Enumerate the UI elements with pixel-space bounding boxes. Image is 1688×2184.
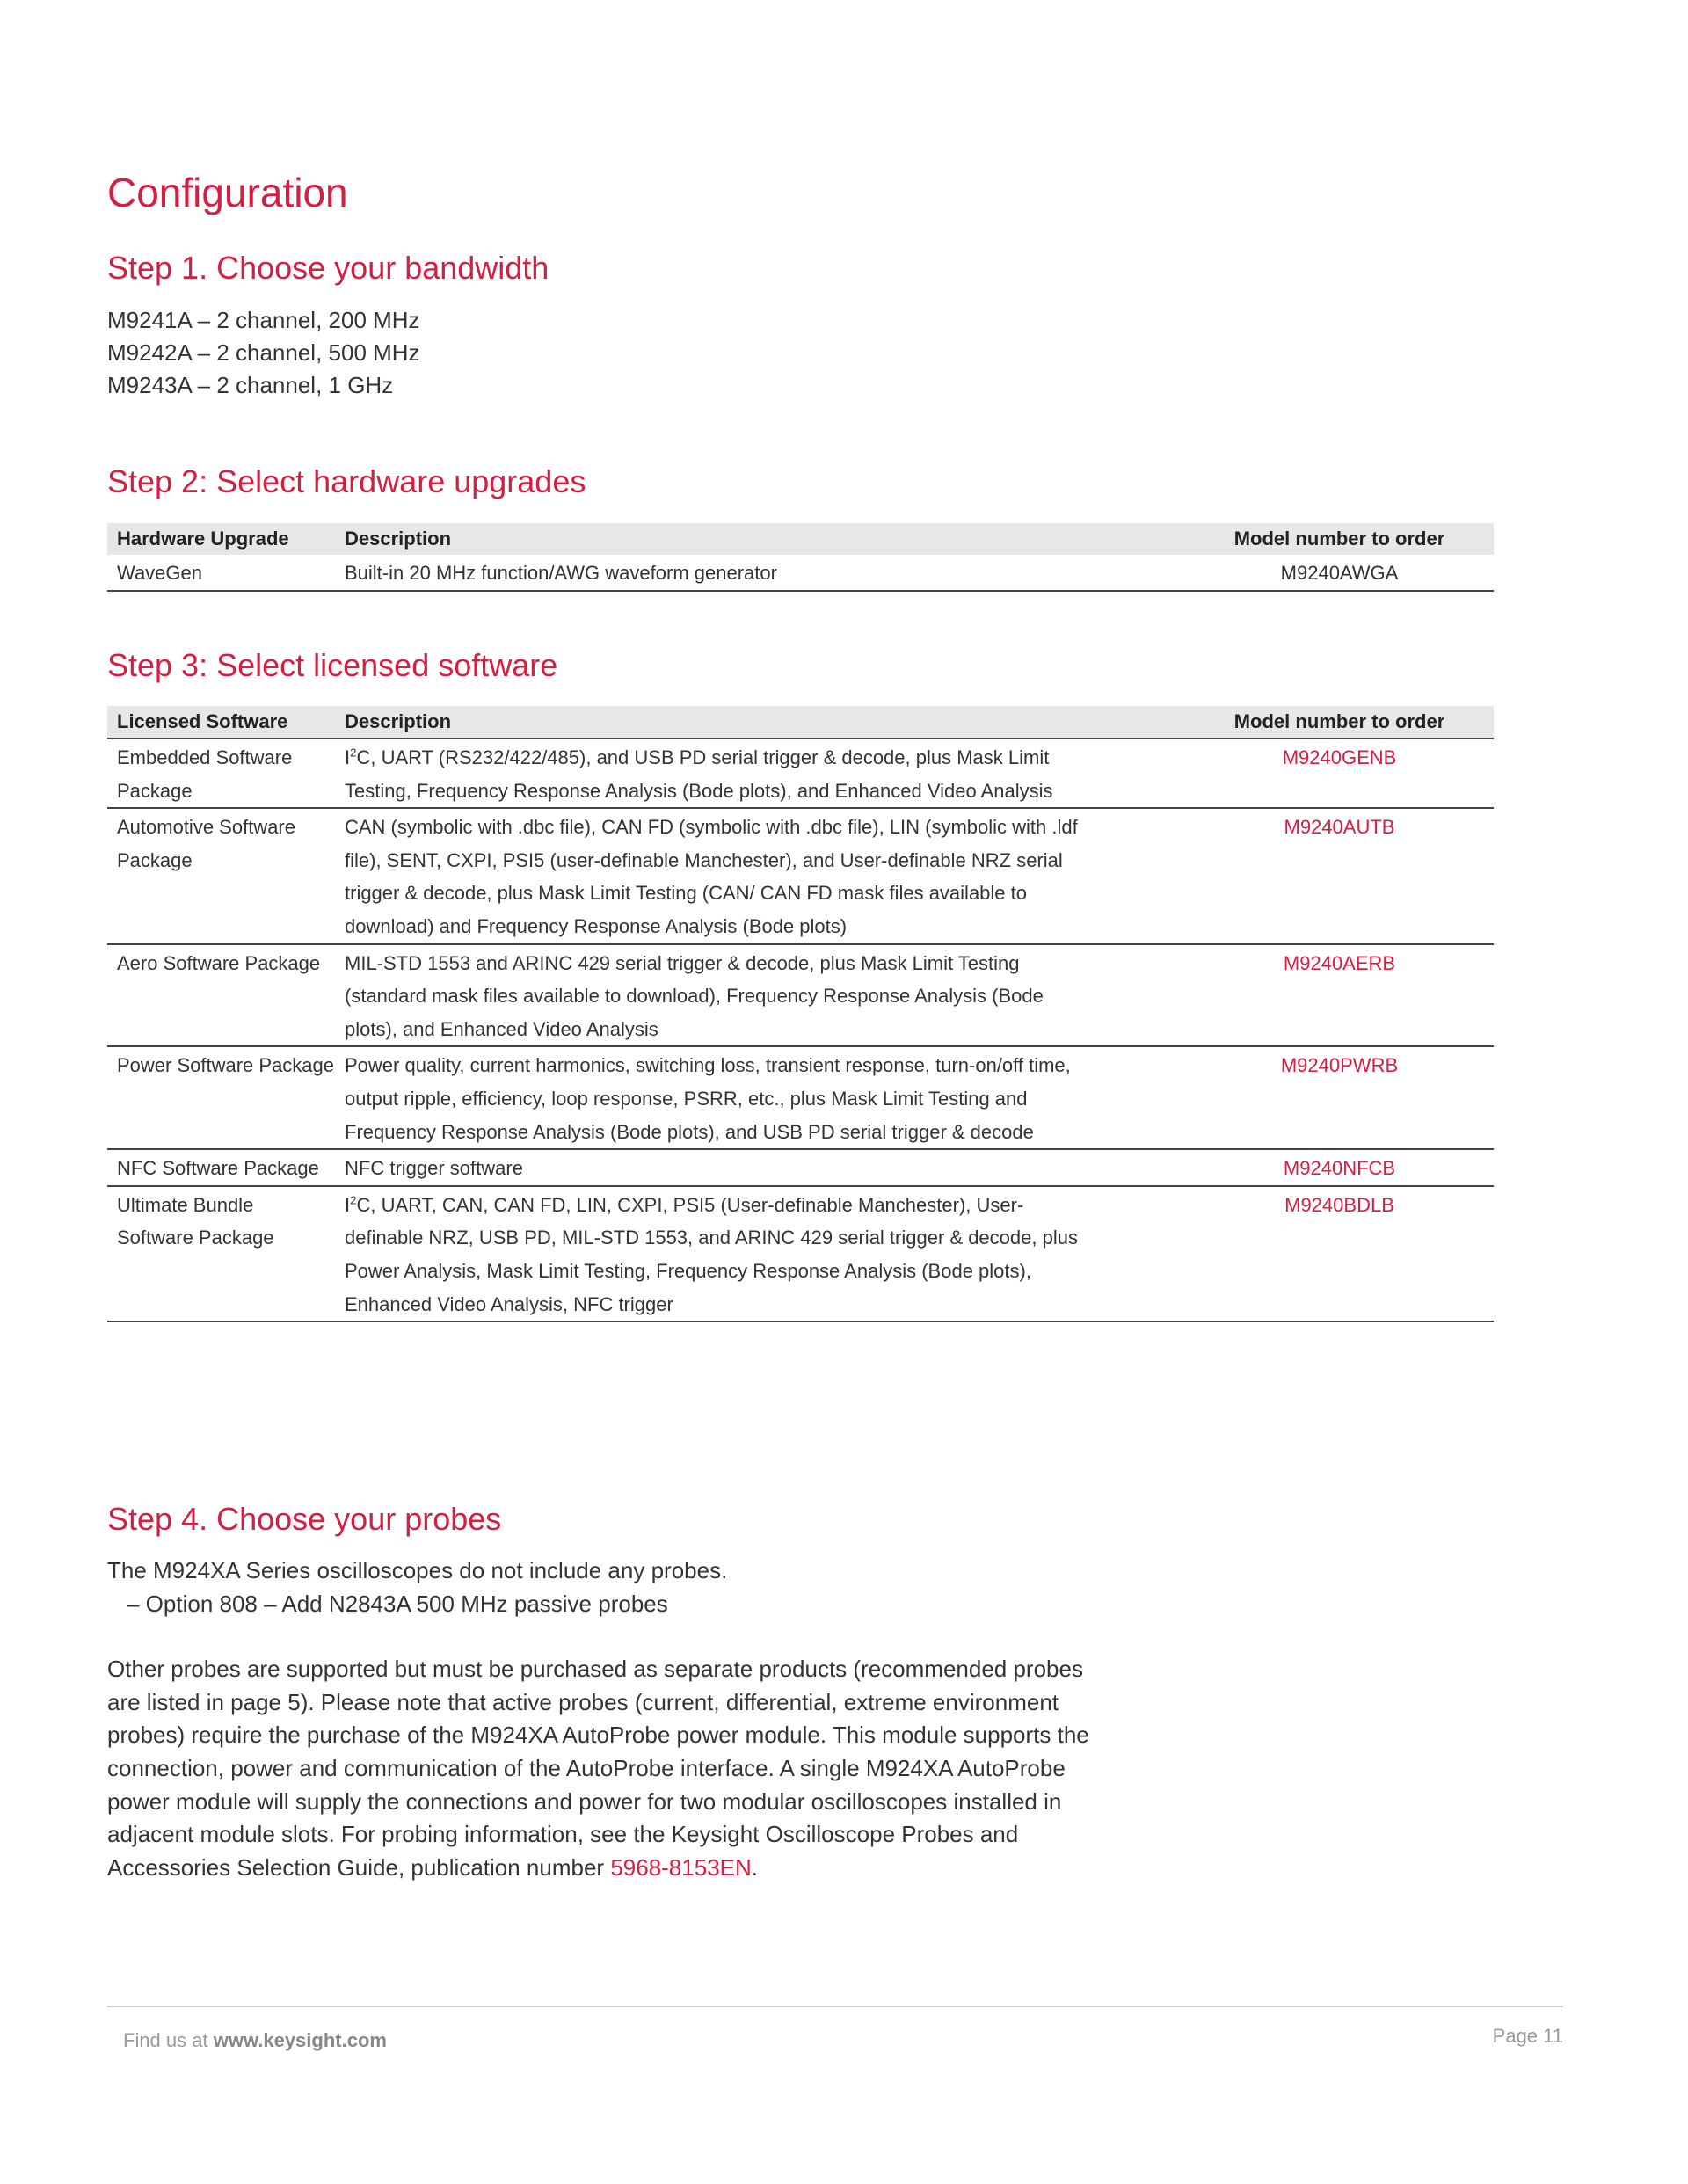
model-item: M9243A – 2 channel, 1 GHz xyxy=(107,372,394,398)
step3-heading: Step 3: Select licensed software xyxy=(107,647,558,683)
table-row xyxy=(107,1046,1494,1149)
probe-option: – Option 808 – Add N2843A 500 MHz passive probes xyxy=(127,1590,668,1617)
licensed-software-table xyxy=(107,706,1494,1322)
model-link[interactable]: M9240BDLB xyxy=(1185,1186,1494,1321)
software-name: Aero Software Package xyxy=(107,944,335,1047)
step2-heading: Step 2: Select hardware upgrades xyxy=(107,463,586,499)
hardware-upgrade-table xyxy=(107,523,1494,592)
probes-paragraph xyxy=(107,1653,1092,1884)
superscript: 2 xyxy=(350,1193,357,1207)
software-name: Embedded Software Package xyxy=(107,739,335,808)
model-item: M9241A – 2 channel, 200 MHz xyxy=(107,307,420,333)
probes-intro: The M924XA Series oscilloscopes do not include any probes. xyxy=(107,1557,728,1583)
software-name: Ultimate Bundle Software Package xyxy=(107,1186,335,1321)
upgrade-name: WaveGen xyxy=(107,555,335,591)
probes-section xyxy=(107,1554,1111,1884)
paragraph-end: . xyxy=(751,1853,759,1881)
model-number: M9240AWGA xyxy=(1185,555,1494,591)
desc-prefix: I xyxy=(345,746,351,768)
step1-heading: Step 1. Choose your bandwidth xyxy=(107,250,549,286)
upgrade-desc: Built-in 20 MHz function/AWG waveform generator xyxy=(335,555,1185,591)
software-desc xyxy=(335,739,1185,808)
software-name: Power Software Package xyxy=(107,1046,335,1149)
model-link[interactable]: M9240AERB xyxy=(1185,944,1494,1047)
table-row xyxy=(107,1149,1494,1186)
footer-url-link[interactable]: www.keysight.com xyxy=(213,2029,387,2051)
bandwidth-list xyxy=(107,304,420,402)
software-desc: NFC trigger software xyxy=(335,1149,1185,1186)
col-header: Model number to order xyxy=(1185,706,1494,739)
desc-text: C, UART, CAN, CAN FD, LIN, CXPI, PSI5 (User-definable Manchester), User-definable NRZ, USB PD, MIL-STD 1553, and ARINC 429 serial trigger & decode, plus Power Analysis, Mask Limit Testing, Frequency Response Analysis (Bode plots), Enhanced Video Analysis, NFC trigger xyxy=(345,1193,1078,1315)
table-row xyxy=(107,944,1494,1047)
software-desc xyxy=(335,1186,1185,1321)
model-link[interactable]: M9240NFCB xyxy=(1185,1149,1494,1186)
table-row xyxy=(107,739,1494,808)
model-link[interactable]: M9240AUTB xyxy=(1185,808,1494,943)
software-name: Automotive Software Package xyxy=(107,808,335,943)
table-header-row xyxy=(107,706,1494,739)
model-item: M9242A – 2 channel, 500 MHz xyxy=(107,339,420,366)
table-header-row xyxy=(107,523,1494,555)
col-header: Description xyxy=(335,523,1185,555)
paragraph-text: Other probes are supported but must be purchased as separate products (recommended probes are listed in page 5). Please note that active probes (current, differential, extreme environment probes) require the purchase of the M924XA AutoProbe power module. This module supports the connection, power and communication of the AutoProbe interface. A single M924XA AutoProbe power module will supply the connections and power for two modular oscilloscopes installed in adjacent module slots. For probing information, see the Keysight Oscilloscope Probes and Accessories Selection Guide, publication number xyxy=(107,1656,1089,1881)
software-desc: MIL-STD 1553 and ARINC 429 serial trigger & decode, plus Mask Limit Testing (standard mask files available to download), Frequency Response Analysis (Bode plots), and Enhanced Video Analysis xyxy=(335,944,1185,1047)
software-name: NFC Software Package xyxy=(107,1149,335,1186)
table-row xyxy=(107,808,1494,943)
publication-link[interactable]: 5968-8153EN xyxy=(610,1853,752,1881)
page-number: Page 11 xyxy=(1492,2025,1563,2047)
col-header: Licensed Software xyxy=(107,706,335,739)
footer-find-us xyxy=(123,2029,387,2052)
model-link[interactable]: M9240GENB xyxy=(1185,739,1494,808)
superscript: 2 xyxy=(350,746,357,760)
footer-divider xyxy=(107,2006,1563,2007)
software-desc: CAN (symbolic with .dbc file), CAN FD (symbolic with .dbc file), LIN (symbolic with .ldf file), SENT, CXPI, PSI5 (user-definable Manchester), and User-definable NRZ serial trigger & decode, plus Mask Limit Testing (CAN/ CAN FD mask files available to download) and Frequency Response Analysis (Bode plots) xyxy=(335,808,1185,943)
desc-prefix: I xyxy=(345,1193,351,1216)
desc-text: C, UART (RS232/422/485), and USB PD serial trigger & decode, plus Mask Limit Testing, Frequency Response Analysis (Bode plots), and Enhanced Video Analysis xyxy=(345,746,1053,802)
step4-heading: Step 4. Choose your probes xyxy=(107,1501,502,1537)
col-header: Model number to order xyxy=(1185,523,1494,555)
table-row xyxy=(107,555,1494,591)
page-title: Configuration xyxy=(107,170,348,215)
software-desc: Power quality, current harmonics, switching loss, transient response, turn-on/off time, output ripple, efficiency, loop response, PSRR, etc., plus Mask Limit Testing and Frequency Response Analysis (Bode plots), and USB PD serial trigger & decode xyxy=(335,1046,1185,1149)
footer-label: Find us at xyxy=(123,2029,214,2051)
col-header: Description xyxy=(335,706,1185,739)
model-link[interactable]: M9240PWRB xyxy=(1185,1046,1494,1149)
col-header: Hardware Upgrade xyxy=(107,523,335,555)
table-row xyxy=(107,1186,1494,1321)
